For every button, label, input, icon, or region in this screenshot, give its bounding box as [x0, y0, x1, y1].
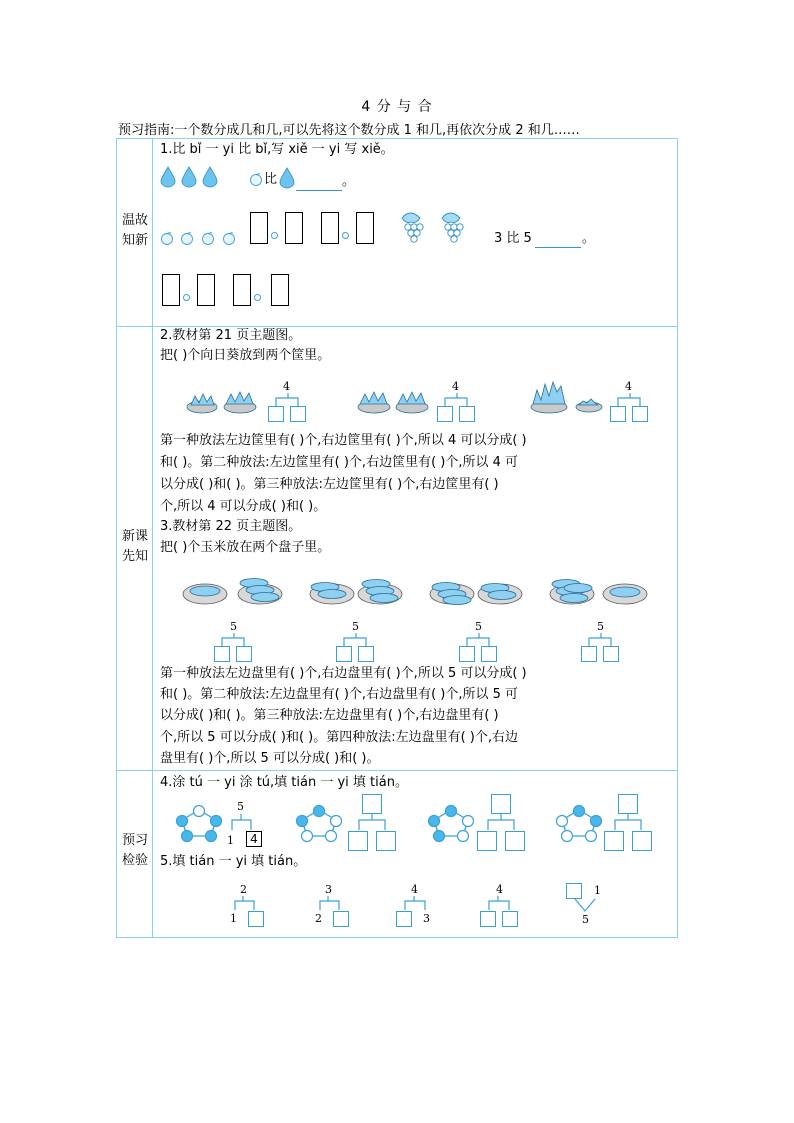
- compare-box[interactable]: [250, 212, 268, 244]
- sunflower-baskets-1: [186, 390, 262, 416]
- table-row-divider: [116, 770, 677, 771]
- tree-lines: [612, 814, 646, 832]
- tree-lines: [222, 633, 246, 647]
- answer-box[interactable]: [477, 831, 497, 851]
- tree-top-number: 5: [230, 620, 237, 633]
- tree-top-number: 5: [237, 800, 244, 813]
- tree-lines: [356, 814, 390, 832]
- q3-heading: 3.教材第 22 页主题图。: [160, 519, 302, 534]
- compare-word: 比: [264, 172, 278, 187]
- compare-box[interactable]: [285, 212, 303, 244]
- q3-text-line: 个,所以 5 可以分成( )和( )。第四种放法:左边盘里有( )个,右边: [160, 730, 519, 745]
- answer-box[interactable]: [290, 406, 306, 422]
- q5-heading: 5.填 tián 一 yi 填 tián。: [160, 854, 307, 869]
- dot-ring-3[interactable]: [428, 806, 474, 842]
- end-mark: 。: [342, 174, 356, 189]
- answer-box[interactable]: [236, 646, 252, 662]
- answer-box[interactable]: 4: [246, 831, 262, 847]
- tree-left-number: 1: [227, 834, 234, 847]
- q3-text-line: 第一种放法左边盘里有( )个,右边盘里有( )个,所以 5 可以分成( ): [160, 666, 527, 681]
- q2-text-line: 个,所以 4 可以分成( )和( )。: [160, 499, 327, 514]
- tree-left-number: 1: [230, 912, 237, 925]
- compare-box[interactable]: [162, 274, 180, 306]
- answer-box[interactable]: [603, 646, 619, 662]
- tree-left-number: 2: [315, 912, 322, 925]
- water-drop-icon: [279, 167, 295, 187]
- tree-top-number: 5: [597, 620, 604, 633]
- tree-lines: [276, 393, 300, 407]
- answer-box[interactable]: [358, 646, 374, 662]
- tree-right-number: 3: [423, 912, 430, 925]
- answer-box[interactable]: [491, 794, 511, 814]
- compare-box[interactable]: [356, 212, 374, 244]
- tree-lines: [403, 896, 429, 912]
- tree-lines: [319, 896, 345, 912]
- water-drops-group: [160, 166, 220, 188]
- answer-box[interactable]: [214, 646, 230, 662]
- answer-blank[interactable]: [296, 176, 342, 191]
- tree-top-number: 4: [625, 380, 632, 393]
- answer-box[interactable]: [505, 831, 525, 851]
- tree-top-number: 5: [352, 620, 359, 633]
- tree-lines: [234, 896, 260, 912]
- answer-box[interactable]: [566, 883, 582, 899]
- tree-lines-inverted: [570, 899, 600, 913]
- answer-box[interactable]: [376, 831, 396, 851]
- grapes-compare: 3 比 5: [494, 231, 532, 246]
- compare-circle[interactable]: [183, 294, 190, 301]
- answer-box[interactable]: [632, 831, 652, 851]
- section-label-review: 温故知新: [121, 213, 148, 248]
- q2-heading: 2.教材第 21 页主题图。: [160, 328, 302, 343]
- q3-text-line: 以分成( )和( )。第三种放法:左边盘里有( )个,右边盘里有( ): [160, 708, 499, 723]
- tree-top-number: 2: [240, 883, 247, 896]
- answer-box[interactable]: [437, 406, 453, 422]
- answer-box[interactable]: [268, 406, 284, 422]
- table-row-divider: [116, 326, 677, 327]
- q3-text-line: 和( )。第二种放法:左边盘里有( )个,右边盘里有( )个,所以 5 可: [160, 687, 519, 702]
- q3-intro: 把( )个玉米放在两个盘子里。: [160, 540, 331, 555]
- tree-top-number: 4: [411, 883, 418, 896]
- preview-guide: 预习指南:一个数分成几和几,可以先将这个数分成 1 和几,再依次分成 2 和几……: [118, 123, 580, 138]
- answer-box[interactable]: [333, 911, 349, 927]
- corn-plates: [182, 572, 654, 612]
- tree-lines: [229, 814, 255, 832]
- compare-box[interactable]: [233, 274, 251, 306]
- tree-lines: [485, 814, 519, 832]
- tree-bottom-number: 5: [582, 913, 589, 926]
- compare-box[interactable]: [197, 274, 215, 306]
- answer-box[interactable]: [362, 794, 382, 814]
- dot-ring-2[interactable]: [296, 806, 342, 842]
- compare-circle[interactable]: [271, 232, 278, 239]
- answer-box[interactable]: [459, 646, 475, 662]
- compare-box[interactable]: [321, 212, 339, 244]
- tree-top-number: 4: [283, 380, 290, 393]
- q4-heading: 4.涂 tú 一 yi 涂 tú,填 tián 一 yi 填 tián。: [160, 775, 408, 790]
- small-peach-icon: [249, 172, 263, 186]
- grapes-icon: [398, 210, 478, 246]
- peaches-group: [160, 230, 240, 246]
- answer-box[interactable]: [502, 911, 518, 927]
- end-mark: 。: [582, 231, 596, 246]
- section-label-preview: 新课先知: [121, 529, 148, 564]
- compare-box[interactable]: [271, 274, 289, 306]
- tree-top-number: 5: [475, 620, 482, 633]
- answer-box[interactable]: [610, 406, 626, 422]
- compare-circle[interactable]: [254, 294, 261, 301]
- page-title: 4 分 与 合: [361, 99, 433, 115]
- tree-top-number: 4: [452, 380, 459, 393]
- answer-box[interactable]: [480, 911, 496, 927]
- sunflower-baskets-2: [356, 390, 432, 416]
- tree-top-number: 3: [325, 883, 332, 896]
- tree-top-number: 4: [496, 883, 503, 896]
- answer-blank[interactable]: [535, 233, 581, 248]
- q3-text-line: 盘里有( )个,所以 5 可以分成( )和( )。: [160, 751, 380, 766]
- answer-box[interactable]: [348, 831, 368, 851]
- answer-box[interactable]: [632, 406, 648, 422]
- tree-right-number: 1: [594, 884, 601, 897]
- dot-ring-1[interactable]: [176, 806, 222, 842]
- sunflower-baskets-3: [529, 384, 605, 416]
- tree-lines: [467, 633, 491, 647]
- q2-text-line: 以分成( )和( )。第三种放法:左边筐里有( )个,右边筐里有( ): [160, 477, 499, 492]
- section-label-check: 预习检验: [121, 833, 148, 868]
- q1-heading: 1.比 bǐ 一 yi 比 bǐ,写 xiě 一 yi 写 xiě。: [160, 142, 394, 157]
- answer-box[interactable]: [618, 794, 638, 814]
- tree-lines: [618, 393, 642, 407]
- tree-lines: [344, 633, 368, 647]
- answer-box[interactable]: [481, 646, 497, 662]
- tree-lines: [487, 896, 513, 912]
- q2-intro: 把( )个向日葵放到两个筐里。: [160, 348, 331, 363]
- table-divider: [152, 138, 153, 938]
- q2-text-line: 第一种放法左边筐里有( )个,右边筐里有( )个,所以 4 可以分成( ): [160, 433, 527, 448]
- tree-lines: [445, 393, 469, 407]
- water-drop-icon: [161, 167, 217, 187]
- q2-text-line: 和( )。第二种放法:左边筐里有( )个,右边筐里有( )个,所以 4 可: [160, 455, 519, 470]
- answer-box[interactable]: [248, 911, 264, 927]
- answer-box[interactable]: [459, 406, 475, 422]
- answer-box[interactable]: [396, 911, 412, 927]
- answer-box[interactable]: [604, 831, 624, 851]
- compare-circle[interactable]: [342, 232, 349, 239]
- answer-box[interactable]: [336, 646, 352, 662]
- tree-lines: [589, 633, 613, 647]
- dot-ring-4[interactable]: [556, 806, 602, 842]
- answer-box[interactable]: [581, 646, 597, 662]
